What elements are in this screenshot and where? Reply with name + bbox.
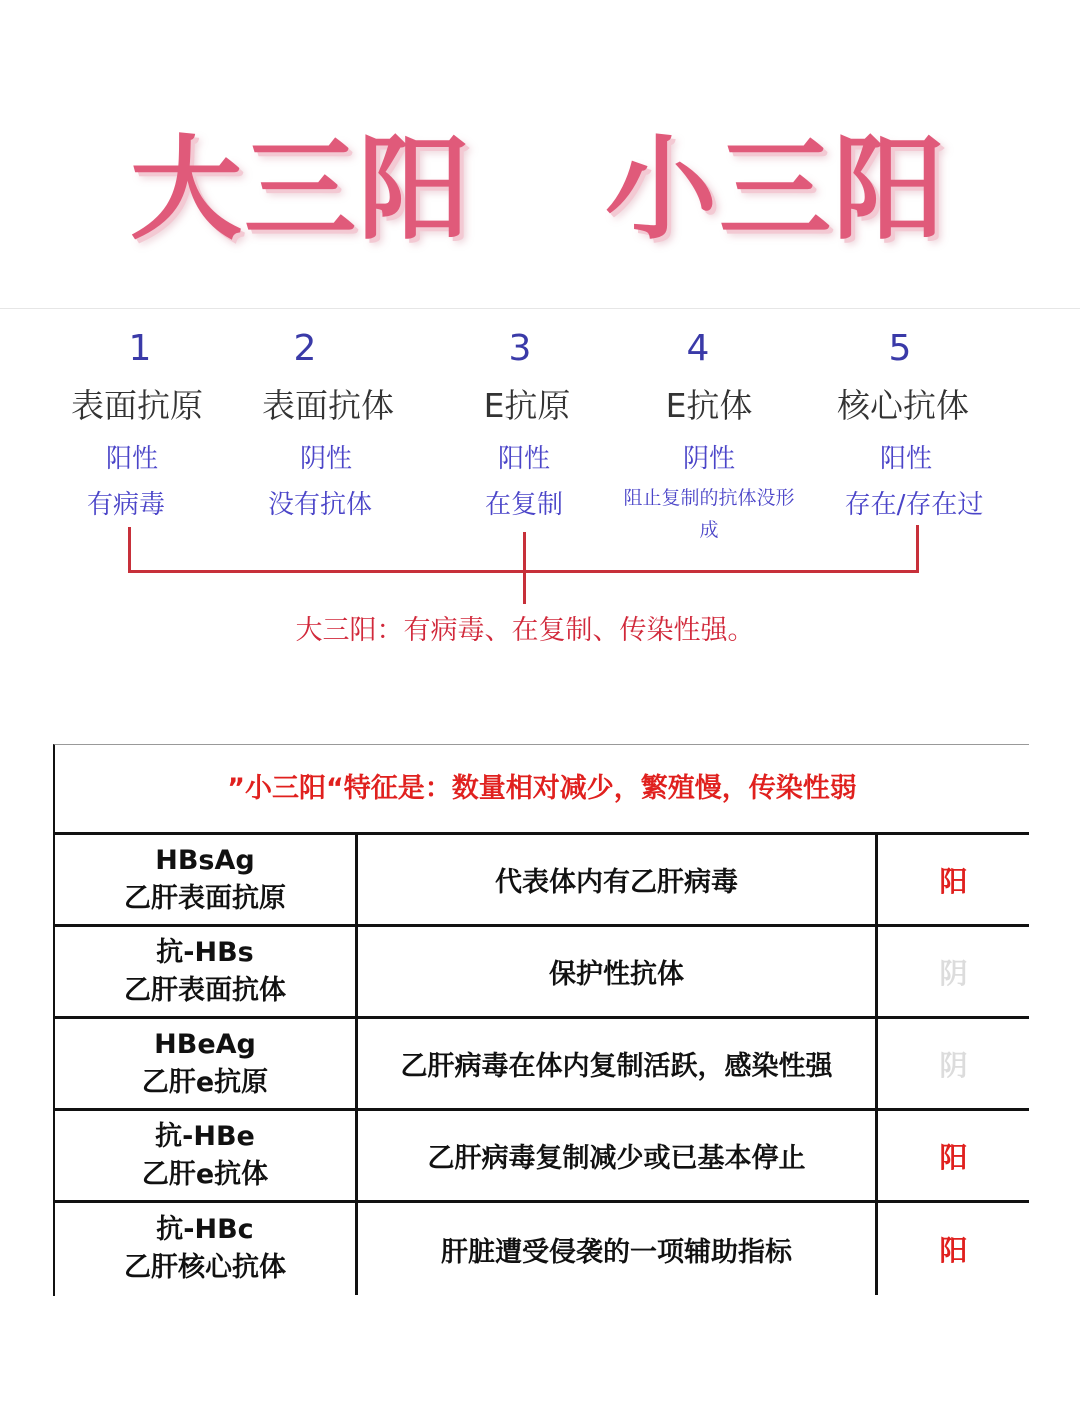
marker-term: E抗原 xyxy=(483,386,571,425)
section-divider xyxy=(0,308,1080,309)
table-row xyxy=(55,1019,1029,1111)
table-row xyxy=(55,1203,1029,1295)
marker-meaning: 存在/存在过 xyxy=(844,490,984,520)
table-header: ”小三阳“特征是：数量相对减少，繁殖慢，传染性弱 xyxy=(55,745,1029,835)
marker-term: 核心抗体 xyxy=(837,386,969,425)
markers-table xyxy=(53,744,1029,1296)
description-cell xyxy=(358,1111,878,1200)
marker-meaning: 在复制 xyxy=(484,490,563,520)
result-cell xyxy=(878,927,1029,1016)
marker-description: 代表体内有乙肝病毒 xyxy=(495,867,738,898)
marker-description: 肝脏遭受侵袭的一项辅助指标 xyxy=(441,1236,792,1268)
marker-number: 4 xyxy=(686,328,710,369)
description-cell xyxy=(358,1203,878,1295)
marker-number: 2 xyxy=(293,328,317,369)
bracket-right-tick xyxy=(916,525,919,573)
result-cell xyxy=(878,835,1029,924)
result-positive: 阳 xyxy=(939,864,968,898)
marker-term: 表面抗原 xyxy=(71,386,203,425)
marker-name: 乙肝表面抗体 xyxy=(124,974,286,1006)
marker-name: 乙肝e抗体 xyxy=(141,1158,269,1190)
marker-cell xyxy=(55,1019,358,1108)
table-row xyxy=(55,927,1029,1019)
description-cell xyxy=(358,927,878,1016)
description-cell xyxy=(358,1019,878,1108)
marker-number: 5 xyxy=(888,328,912,369)
marker-name: 乙肝核心抗体 xyxy=(124,1252,286,1283)
marker-name: 乙肝e抗原 xyxy=(141,1066,269,1098)
marker-number: 1 xyxy=(128,328,152,369)
result-positive: 阳 xyxy=(939,1140,968,1174)
marker-status: 阴性 xyxy=(299,444,352,474)
marker-term: 表面抗体 xyxy=(262,386,394,425)
bracket-horizontal xyxy=(128,570,919,573)
marker-cell xyxy=(55,927,358,1016)
description-cell xyxy=(358,835,878,924)
marker-code: HBeAg xyxy=(154,1028,256,1060)
bracket-left-tick xyxy=(128,527,131,573)
marker-term: E抗体 xyxy=(665,386,753,425)
bracket-center-tick xyxy=(523,532,526,604)
marker-name: 乙肝表面抗原 xyxy=(124,882,286,914)
marker-description: 保护性抗体 xyxy=(549,959,684,990)
result-cell xyxy=(878,1019,1029,1108)
marker-status: 阳性 xyxy=(497,444,550,474)
marker-cell xyxy=(55,1203,358,1295)
result-negative: 阴 xyxy=(939,1048,968,1082)
marker-number: 3 xyxy=(508,328,532,369)
result-cell xyxy=(878,1203,1029,1295)
marker-code: HBsAg xyxy=(155,844,255,876)
table-row xyxy=(55,1111,1029,1203)
marker-meaning: 阻止复制的抗体没形成 xyxy=(623,487,795,541)
result-positive: 阳 xyxy=(939,1234,968,1267)
marker-status: 阳性 xyxy=(879,444,932,474)
result-cell xyxy=(878,1111,1029,1200)
marker-cell xyxy=(55,1111,358,1200)
table-row xyxy=(55,835,1029,927)
marker-description: 乙肝病毒复制减少或已基本停止 xyxy=(427,1143,806,1174)
marker-meaning: 没有抗体 xyxy=(267,490,372,520)
title-small-three-positive: 小三阳 xyxy=(605,125,947,255)
marker-description: 乙肝病毒在体内复制活跃，感染性强 xyxy=(400,1051,833,1082)
marker-code: 抗-HBs xyxy=(156,936,254,968)
result-negative: 阴 xyxy=(939,956,968,990)
marker-code: 抗-HBe xyxy=(155,1120,255,1152)
marker-status: 阳性 xyxy=(105,444,158,474)
marker-code: 抗-HBc xyxy=(156,1214,254,1245)
marker-cell xyxy=(55,835,358,924)
marker-status: 阴性 xyxy=(682,444,735,474)
marker-meaning: 有病毒 xyxy=(86,490,165,520)
title-big-three-positive: 大三阳 xyxy=(130,125,472,255)
summary-text: 大三阳：有病毒、在复制、传染性强。 xyxy=(295,615,755,646)
